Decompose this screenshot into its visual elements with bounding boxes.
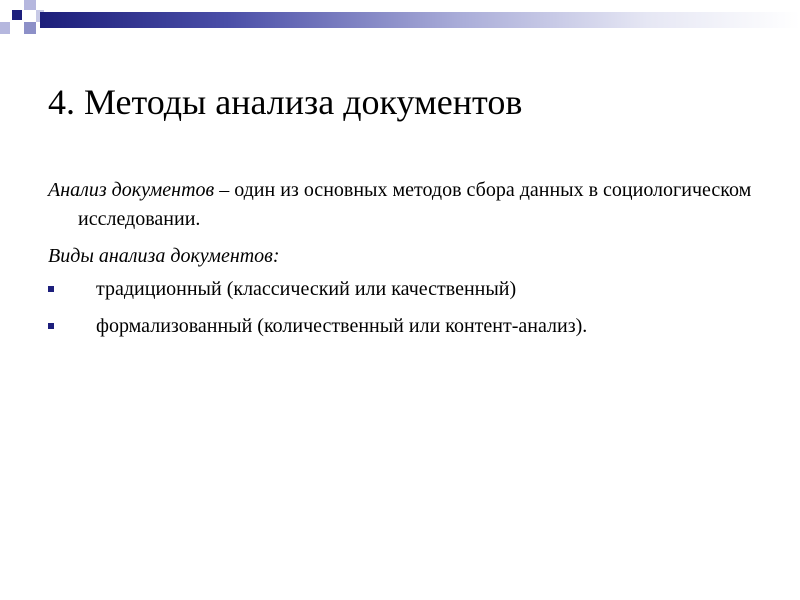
definition-paragraph [48, 176, 768, 234]
decorative-square [24, 0, 36, 10]
decorative-header-band [0, 0, 800, 40]
types-heading: Виды анализа документов: [48, 245, 280, 267]
list-item [48, 312, 768, 341]
list-item-text: формализованный (количественный или контент-анализ). [96, 315, 588, 337]
list-item [48, 275, 768, 304]
types-list [48, 275, 768, 341]
decorative-square [12, 10, 22, 20]
decorative-square [24, 22, 36, 34]
definition-term: Анализ документов – [48, 179, 235, 201]
slide-title: 4. Методы анализа документов [48, 82, 523, 122]
list-item-text: традиционный (классический или качественный) [96, 278, 517, 300]
slide-body [48, 176, 768, 349]
square-bullet-icon [48, 286, 54, 292]
definition-text: один из основных методов сбора данных в социологическом исследовании. [78, 179, 752, 230]
decorative-gradient-bar [40, 12, 800, 28]
decorative-square [0, 22, 10, 34]
square-bullet-icon [48, 323, 54, 329]
